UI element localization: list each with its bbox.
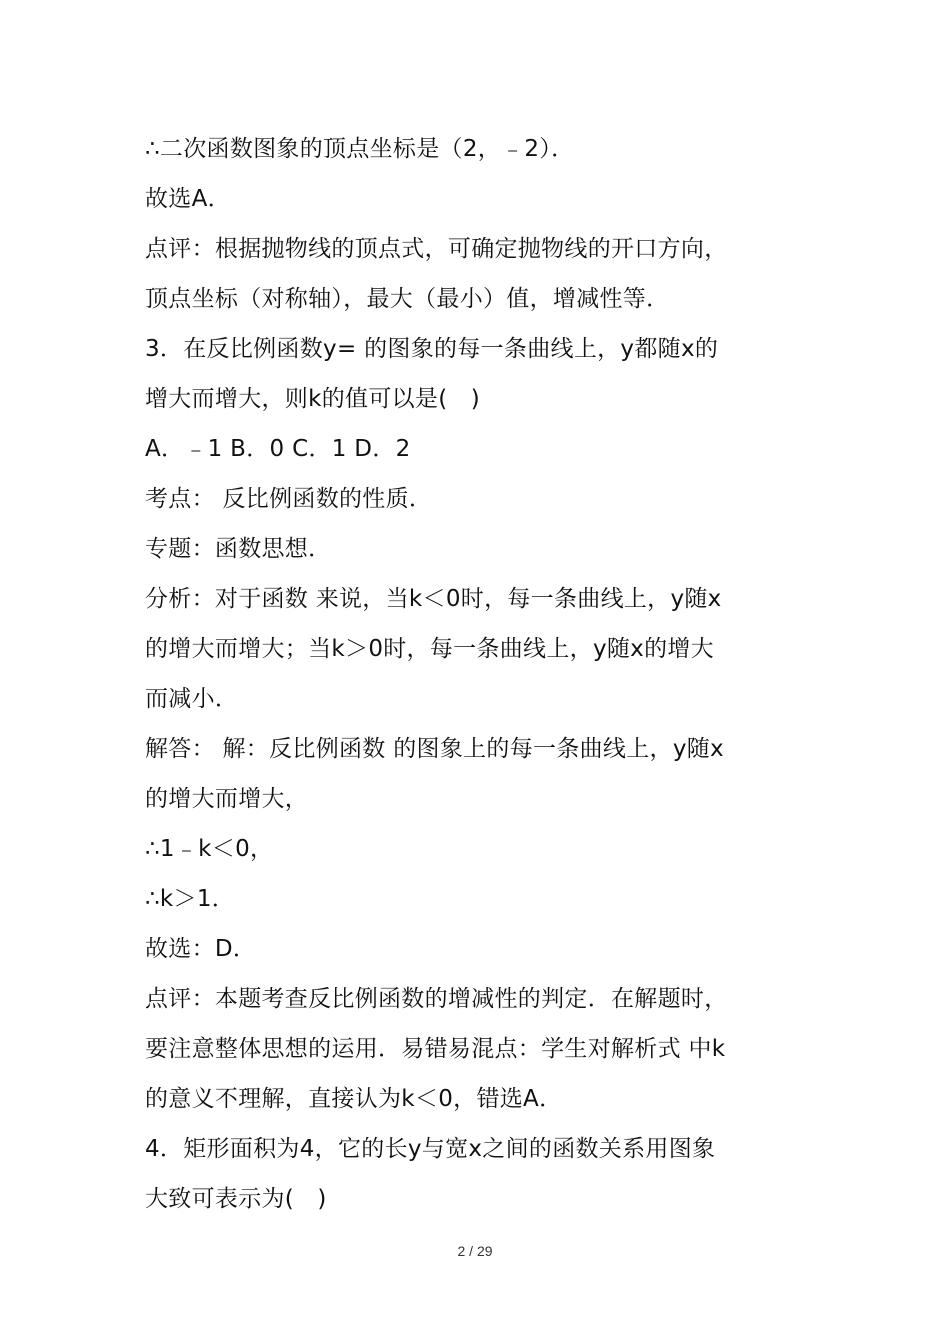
question-4-text: 4．矩形面积为4，它的长y与宽x之间的函数关系用图象 xyxy=(145,1136,716,1162)
text-line: 大致可表示为( ) xyxy=(145,1186,327,1212)
text-line: 专题：函数思想． xyxy=(145,536,332,562)
text-line: 解答： 解：反比例函数 的图象上的每一条曲线上，y随x xyxy=(145,736,724,762)
text-line: 点评：本题考查反比例函数的增减性的判定．在解题时， xyxy=(145,986,728,1012)
text-line: 分析：对于函数 来说，当k＜0时，每一条曲线上，y随x xyxy=(145,586,722,612)
text-line: 的增大而增大；当k＞0时，每一条曲线上，y随x的增大 xyxy=(145,636,714,662)
text-line: 增大而增大，则k的值可以是( ) xyxy=(145,386,481,412)
question-3-text: 3．在反比例函数y= 的图象的每一条曲线上，y都随x的 xyxy=(145,336,719,362)
text-line: 故选：D． xyxy=(145,936,257,962)
question-3-options: A．﹣1 B．0 C．1 D．2 xyxy=(145,436,411,462)
text-line: ∴二次函数图象的顶点坐标是（2，﹣2）． xyxy=(145,136,575,162)
text-line: 故选A． xyxy=(145,186,231,212)
text-line: 顶点坐标（对称轴），最大（最小）值，增减性等． xyxy=(145,286,670,312)
page-number: 2 / 29 xyxy=(457,1243,493,1259)
text-line: 点评：根据抛物线的顶点式，可确定抛物线的开口方向， xyxy=(145,236,728,262)
text-line: 的意义不理解，直接认为k＜0，错选A． xyxy=(145,1086,563,1112)
text-line: 考点： 反比例函数的性质． xyxy=(145,486,433,512)
text-line: 的增大而增大， xyxy=(145,786,309,812)
text-line: ∴1﹣k＜0， xyxy=(145,836,274,862)
text-line: ∴k＞1． xyxy=(145,886,236,912)
document-body xyxy=(145,124,805,1224)
text-line: 要注意整体思想的运用．易错易混点：学生对解析式 中k xyxy=(145,1036,726,1062)
text-line: 而减小． xyxy=(145,686,239,712)
